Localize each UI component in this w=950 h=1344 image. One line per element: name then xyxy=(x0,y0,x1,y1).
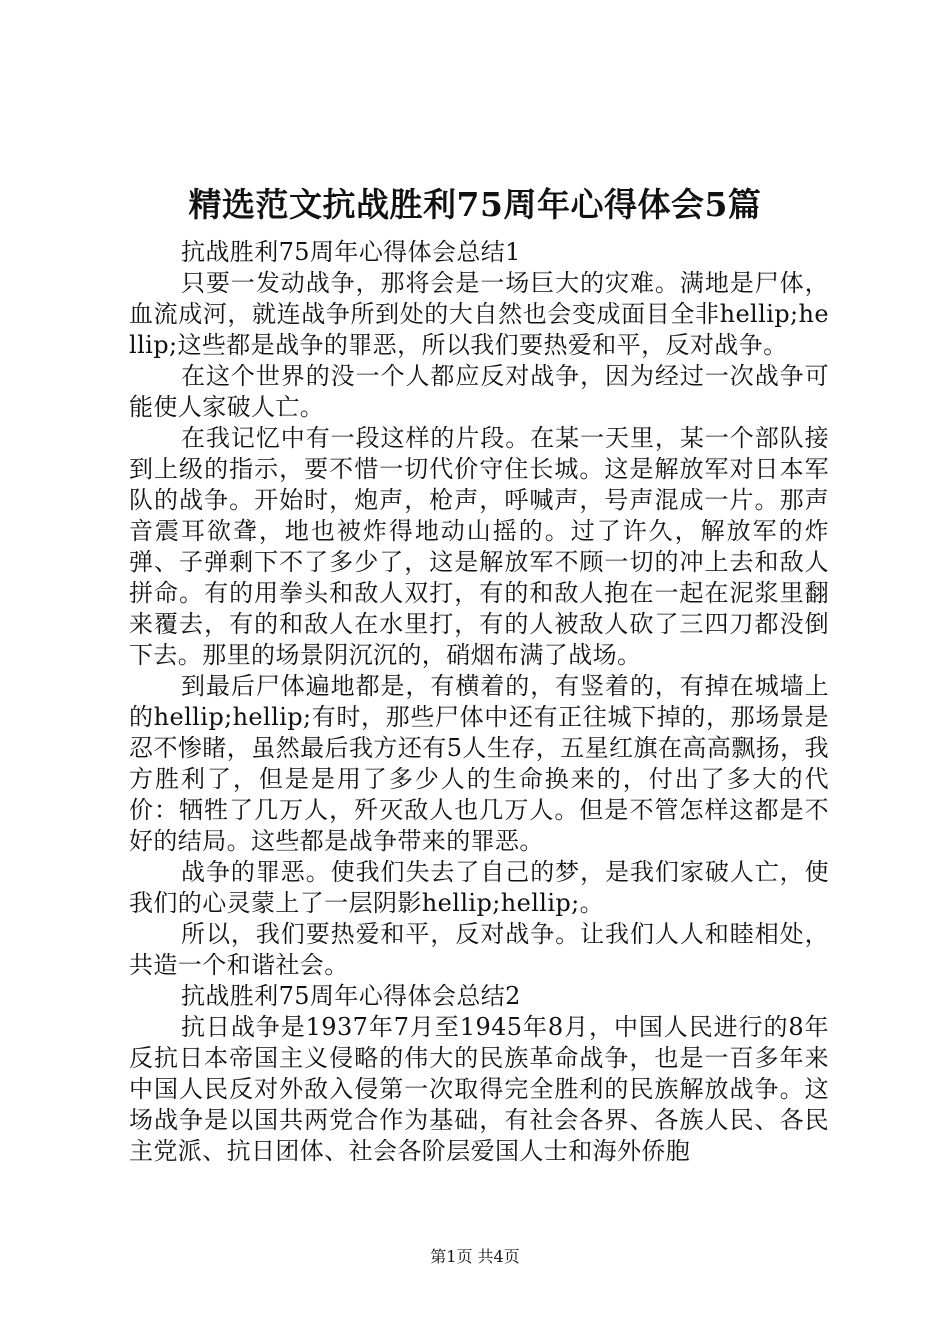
paragraph: 在我记忆中有一段这样的片段。在某一天里，某一个部队接到上级的指示，要不惜一切代价守住长城。这是解放军对日本军队的战争。开始时，炮声，枪声，呼喊声，号声混成一片。那声音震耳欲聋，地也被炸得地动山摇的。过了许久，解放军的炸弹、子弹剩下不了多少了，这是解放军不顾一切的冲上去和敌人拼命。有的用拳头和敌人双打，有的和敌人抱在一起在泥浆里翻来覆去，有的和敌人在水里打，有的人被敌人砍了三四刀都没倒下去。那里的场景阴沉沉的，硝烟布满了战场。 xyxy=(129,424,829,669)
section-heading-1: 抗战胜利75周年心得体会总结1 xyxy=(181,238,521,266)
paragraph: 抗日战争是1937年7月至1945年8月，中国人民进行的8年反抗日本帝国主义侵略的伟大的民族革命战争，也是一百多年来中国人民反对外敌入侵第一次取得完全胜利的民族解放战争。这场战争是以国共两党合作为基础，有社会各界、各族人民、各民主党派、抗日团体、社会各阶层爱国人士和海外侨胞 xyxy=(129,1013,829,1165)
section-heading-2: 抗战胜利75周年心得体会总结2 xyxy=(181,982,521,1010)
document-title: 精选范文抗战胜利75周年心得体会5篇 xyxy=(188,185,762,224)
paragraph: 战争的罪恶。使我们失去了自己的梦，是我们家破人亡，使我们的心灵蒙上了一层阴影hellip;hellip;。 xyxy=(129,858,829,917)
page-footer: 第1页 共4页 xyxy=(430,1247,520,1266)
paragraph: 到最后尸体遍地都是，有横着的，有竖着的，有掉在城墙上的hellip;hellip;有时，那些尸体中还有正往城下掉的，那场景是忍不惨睹，虽然最后我方还有5人生存，五星红旗在高高飘扬，我方胜利了，但是是用了多少人的生命换来的，付出了多大的代价：牺牲了几万人，歼灭敌人也几万人。但是不管怎样这都是不好的结局。这些都是战争带来的罪恶。 xyxy=(129,672,829,855)
paragraph: 所以，我们要热爱和平，反对战争。让我们人人和睦相处，共造一个和谐社会。 xyxy=(129,920,829,979)
document-body xyxy=(129,237,829,1167)
paragraph: 在这个世界的没一个人都应反对战争，因为经过一次战争可能使人家破人亡。 xyxy=(129,362,829,421)
paragraph: 只要一发动战争，那将会是一场巨大的灾难。满地是尸体，血流成河，就连战争所到处的大自然也会变成面目全非hellip;hellip;这些都是战争的罪恶，所以我们要热爱和平，反对战争。 xyxy=(129,269,829,359)
